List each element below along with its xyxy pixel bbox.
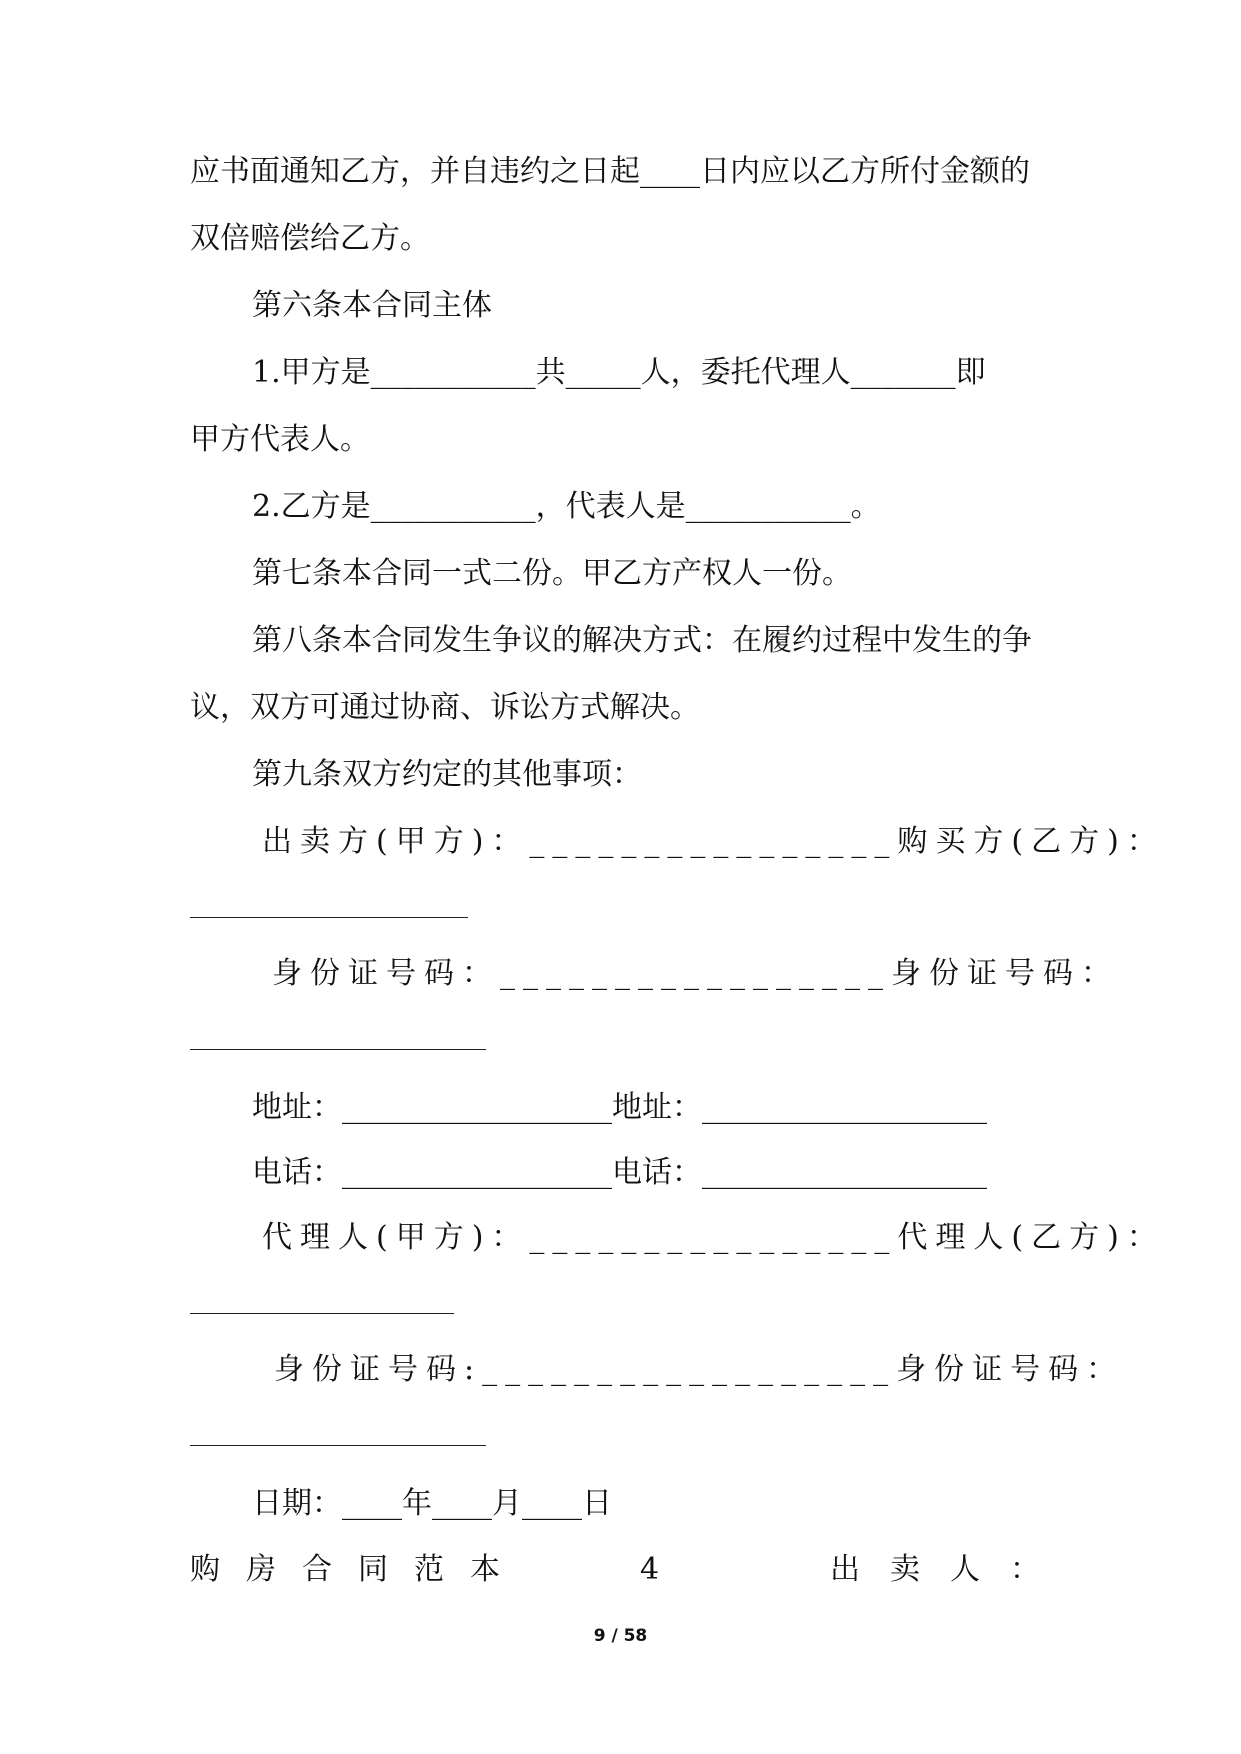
address-line: 地址：__________________地址：___________________ (252, 1090, 987, 1125)
article-7-line: 第七条本合同一式二份。甲乙方产权人一份。 (252, 556, 852, 591)
seller-buyer-line: 出卖方(甲方)：________________购买方(乙方)： (262, 824, 1165, 859)
contract-template-number: 4 (640, 1552, 660, 1587)
article-9-heading: 第九条双方约定的其他事项： (252, 757, 642, 792)
id-blank-underline-1 (190, 1049, 486, 1050)
id-number-line-1: 身份证号码：_________________身份证号码： (272, 956, 1119, 991)
party-b-line: 2.乙方是___________，代表人是___________。 (252, 489, 881, 524)
id-blank-underline-2 (190, 1445, 486, 1446)
text-line-2: 双倍赔偿给乙方。 (190, 221, 430, 256)
agent-blank-underline (190, 1313, 454, 1314)
party-a-rep-line: 甲方代表人。 (190, 422, 370, 457)
id-number-line-2: 身份证号码:__________________身份证号码： (274, 1352, 1125, 1387)
page-number: 9 / 58 (593, 1626, 648, 1646)
agent-line: 代理人(甲方)：________________代理人(乙方)： (262, 1220, 1165, 1255)
buyer-blank-underline (190, 917, 468, 918)
text-line-1: 应书面通知乙方，并自违约之日起____日内应以乙方所付金额的 (190, 154, 1030, 189)
contract-template-title: 购房合同范本 (190, 1552, 526, 1587)
date-line: 日期：____年____月____日 (252, 1486, 612, 1521)
article-6-heading: 第六条本合同主体 (252, 288, 492, 323)
article-8-line: 第八条本合同发生争议的解决方式：在履约过程中发生的争 (252, 623, 1032, 658)
phone-line: 电话：__________________电话：___________________ (252, 1155, 987, 1190)
article-8-cont-line: 议，双方可通过协商、诉讼方式解决。 (190, 690, 700, 725)
party-a-line: 1.甲方是___________共_____人，委托代理人_______即 (252, 355, 986, 390)
seller-label: 出卖人： (830, 1552, 1070, 1587)
